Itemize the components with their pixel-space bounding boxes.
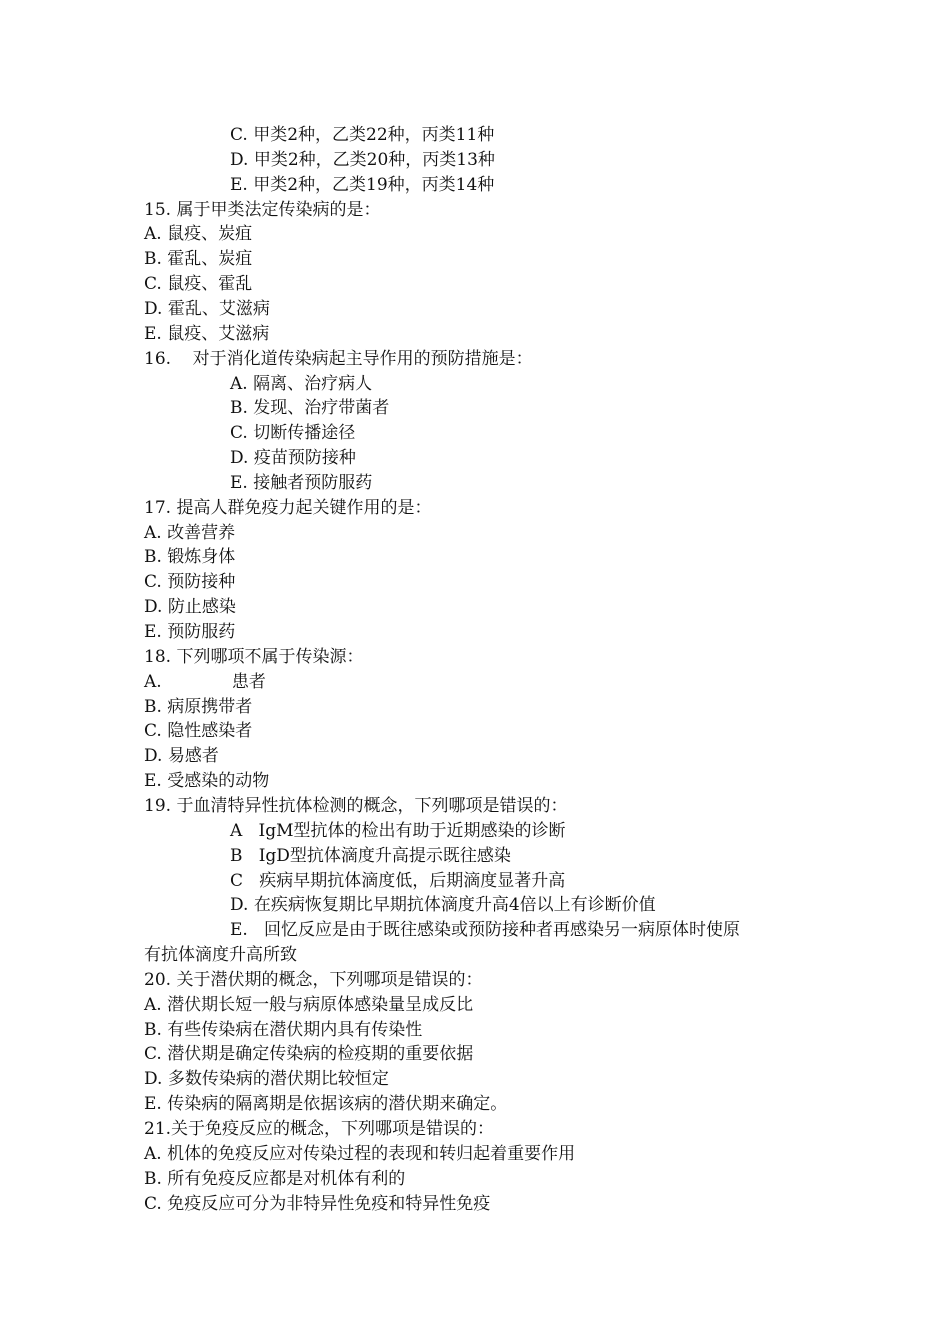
text-line: D. 疫苗预防接种 bbox=[230, 448, 356, 469]
text-line: E. 传染病的隔离期是依据该病的潜伏期来确定。 bbox=[144, 1094, 508, 1115]
text-line: D. 甲类2种，乙类20种，丙类13种 bbox=[230, 149, 495, 170]
text-line: 18. 下列哪项不属于传染源： bbox=[144, 646, 364, 667]
text-line: C. 切断传播途径 bbox=[230, 423, 356, 444]
text-line: A. 改善营养 bbox=[144, 522, 236, 543]
text-line: E. 预防服药 bbox=[144, 622, 236, 642]
text-line: E. 鼠疫、艾滋病 bbox=[144, 323, 270, 344]
text-line: B. 发现、治疗带菌者 bbox=[230, 398, 390, 419]
text-line: B IgD型抗体滴度升高提示既往感染 bbox=[230, 845, 511, 866]
text-line: C. 预防接种 bbox=[144, 572, 236, 593]
text-line: D. 防止感染 bbox=[144, 597, 236, 618]
text-line: D. 霍乱、艾滋病 bbox=[144, 298, 270, 319]
text-line: D. 在疾病恢复期比早期抗体滴度升高4倍以上有诊断价值 bbox=[230, 895, 656, 916]
text-line: 21.关于免疫反应的概念，下列哪项是错误的： bbox=[144, 1119, 495, 1139]
text-line: E. 接触者预防服药 bbox=[230, 472, 373, 493]
text-line: 17. 提高人群免疫力起关键作用的是： bbox=[144, 497, 432, 518]
text-line: A. 潜伏期长短一般与病原体感染量呈成反比 bbox=[144, 994, 474, 1015]
text-line: C. 免疫反应可分为非特异性免疫和特异性免疫 bbox=[144, 1193, 491, 1214]
text-line: D. 多数传染病的潜伏期比较恒定 bbox=[144, 1069, 389, 1090]
text-line: B. 所有免疫反应都是对机体有利的 bbox=[144, 1168, 406, 1189]
text-line: E. 甲类2种，乙类19种，丙类14种 bbox=[230, 174, 495, 195]
text-line: C. 甲类2种，乙类22种，丙类11种 bbox=[230, 125, 495, 145]
text-line: 20. 关于潜伏期的概念，下列哪项是错误的： bbox=[144, 969, 483, 990]
text-line: B. 霍乱、炭疽 bbox=[144, 249, 253, 270]
text-line: B. 病原携带者 bbox=[144, 696, 253, 717]
text-line: B. 锻炼身体 bbox=[144, 547, 236, 568]
text-line: 有抗体滴度升高所致 bbox=[144, 945, 297, 966]
text-line: E. 受感染的动物 bbox=[144, 771, 270, 792]
text-line: 19. 于血清特异性抗体检测的概念，下列哪项是错误的： bbox=[144, 795, 568, 816]
text-line: 15. 属于甲类法定传染病的是： bbox=[144, 199, 381, 220]
text-line: A. 机体的免疫反应对传染过程的表现和转归起着重要作用 bbox=[144, 1143, 576, 1164]
text-line: A IgM型抗体的检出有助于近期感染的诊断 bbox=[230, 820, 566, 841]
text-line: A. 患者 bbox=[144, 671, 266, 692]
text-line: A. 鼠疫、炭疽 bbox=[144, 224, 253, 245]
text-line: C 疾病早期抗体滴度低，后期滴度显著升高 bbox=[230, 870, 566, 891]
text-line: D. 易感者 bbox=[144, 746, 219, 767]
text-line: B. 有些传染病在潜伏期内具有传染性 bbox=[144, 1019, 423, 1040]
text-line: C. 隐性感染者 bbox=[144, 721, 253, 742]
text-line: C. 潜伏期是确定传染病的检疫期的重要依据 bbox=[144, 1044, 474, 1065]
text-line: E. 回忆反应是由于既往感染或预防接种者再感染另一病原体时使原 bbox=[230, 920, 741, 941]
text-line: 16. 对于消化道传染病起主导作用的预防措施是： bbox=[144, 348, 533, 369]
text-line: C. 鼠疫、霍乱 bbox=[144, 274, 253, 295]
text-line: A. 隔离、治疗病人 bbox=[230, 373, 373, 394]
